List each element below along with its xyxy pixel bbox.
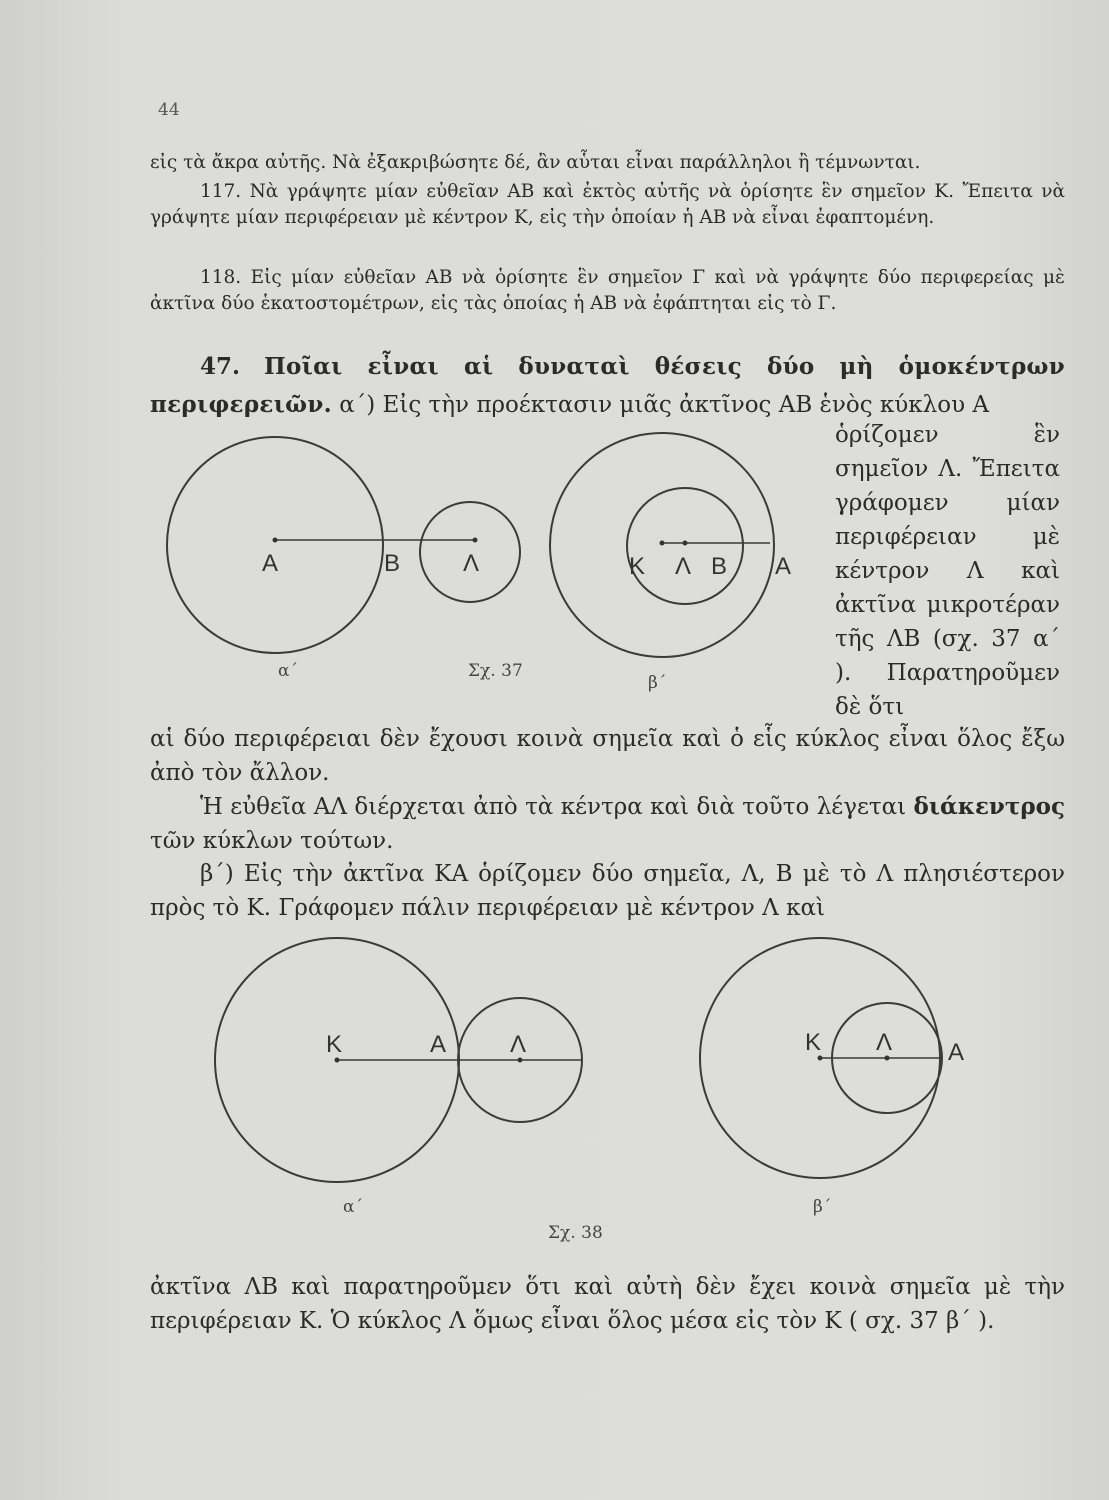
exercise-117: 117. Νὰ γράψητε μίαν εὐθεῖαν ΑΒ καὶ ἐκτὸς αὐτῆς νὰ ὁρίσητε ἓν σημεῖον Κ. Ἔπειτα νὰ γράψητε μίαν περιφέρειαν μὲ κέντρον Κ, εἰς τὴν ὁποίαν ἡ ΑΒ νὰ εἶναι ἐφαπτομένη. bbox=[150, 181, 1065, 228]
fig38a-label-A: Α bbox=[430, 1031, 447, 1058]
body-paragraph-3: β΄) Εἰς τὴν ἀκτῖνα ΚΑ ὁρίζομεν δύο σημεῖα, Λ, Β μὲ τὸ Λ πλησιέστερον πρὸς τὸ Κ. Γράφομεν πάλιν περιφέρειαν μὲ κέντρον Λ καὶ bbox=[150, 861, 1065, 921]
fig38a-label-L: Λ bbox=[510, 1031, 527, 1058]
fig37a-circle-A bbox=[167, 437, 383, 653]
fig37a-label-A: Α bbox=[262, 550, 279, 577]
point bbox=[273, 538, 278, 543]
body-2-text-end: τῶν κύκλων τούτων. bbox=[150, 828, 394, 854]
fig37b-label-B: Β bbox=[711, 553, 728, 580]
body-paragraph-4: ἀκτῖνα ΛΒ καὶ παρατηροῦμεν ὅτι καὶ αὐτὴ δὲν ἔχει κοινὰ σημεῖα μὲ τὴν περιφέρειαν Κ. Ὁ κύκλος Λ ὅμως εἶναι ὅλος μέσα εἰς τὸν Κ ( σχ. 37 β΄ ). bbox=[150, 1274, 1065, 1334]
point bbox=[518, 1058, 523, 1063]
term-diakentros: διάκεντρος bbox=[913, 793, 1065, 820]
body-paragraph-1: αἱ δύο περιφέρειαι δὲν ἔχουσι κοινὰ σημεῖα καὶ ὁ εἷς κύκλος εἶναι ὅλος ἔξω ἀπὸ τὸν ἄλλον. bbox=[150, 726, 1065, 786]
body-2-text: Ἡ εὐθεῖα ΑΛ διέρχεται ἀπὸ τὰ κέντρα καὶ διὰ τοῦτο λέγεται bbox=[200, 794, 914, 820]
fig37-caption: Σχ. 37 bbox=[468, 661, 523, 681]
fig38b-label-A: Α bbox=[948, 1039, 965, 1066]
fig37a-label-L: Λ bbox=[463, 550, 480, 577]
fig38b-label-L: Λ bbox=[876, 1029, 893, 1056]
section-number: 47. bbox=[200, 353, 241, 380]
fig37a-label-B: Β bbox=[384, 550, 401, 577]
point bbox=[683, 541, 688, 546]
point bbox=[335, 1058, 340, 1063]
point bbox=[818, 1056, 823, 1061]
exercise-118: 118. Εἰς μίαν εὐθεῖαν ΑΒ νὰ ὁρίσητε ἓν σημεῖον Γ καὶ νὰ γράψητε δύο περιφερείας μὲ ἀκτῖνα δύο ἑκατοστομέτρων, εἰς τὰς ὁποίας ἡ ΑΒ νὰ ἐφάπτηται εἰς τὸ Γ. bbox=[150, 267, 1065, 314]
section-heading: Ποῖαι εἶναι αἱ δυναταὶ θέσεις δύο μὴ ὁμοκέντρων περιφερειῶν. bbox=[150, 353, 1066, 418]
fig38-sub-b: β΄ bbox=[813, 1197, 832, 1217]
fig38b-label-K: Κ bbox=[805, 1029, 822, 1056]
fig37b-label-L: Λ bbox=[675, 553, 692, 580]
fig38a-label-K: Κ bbox=[326, 1031, 343, 1058]
point bbox=[473, 538, 478, 543]
page-number: 44 bbox=[158, 100, 180, 120]
fig37b-label-A: Α bbox=[775, 553, 792, 580]
point bbox=[660, 541, 665, 546]
fig38-sub-a: α΄ bbox=[343, 1197, 363, 1217]
fig37-sub-b: β΄ bbox=[648, 673, 667, 693]
fig37b-circle-L bbox=[627, 488, 743, 604]
fig37b-label-K: Κ bbox=[629, 553, 646, 580]
paragraph-continuation: εἰς τὰ ἄκρα αὐτῆς. Νὰ ἐξακριβώσητε δέ, ἂν αὗται εἶναι παράλληλοι ἢ τέμνωνται. bbox=[150, 152, 921, 173]
fig37-sub-a: α΄ bbox=[278, 661, 298, 681]
section-lead: α΄) Εἰς τὴν προέκτασιν μιᾶς ἀκτῖνος ΑΒ ἑνὸς κύκλου Α bbox=[339, 392, 989, 418]
fig38-caption: Σχ. 38 bbox=[548, 1223, 603, 1243]
side-text: ὁρίζομεν ἓν σημεῖον Λ. Ἔπειτα γράφομεν μίαν περιφέρειαν μὲ κέντρον Λ καὶ ἀκτῖνα μικροτέραν τῆς ΛΒ (σχ. 37 α΄ ). Παρατηροῦμεν δὲ ὅτι bbox=[835, 422, 1060, 720]
point bbox=[885, 1056, 890, 1061]
